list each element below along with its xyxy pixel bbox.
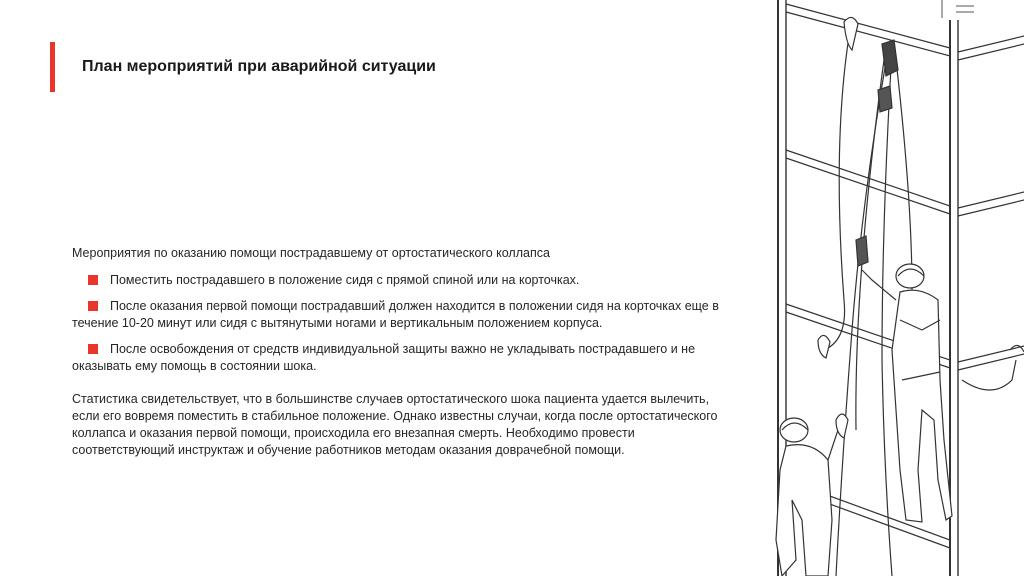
bullet-list	[72, 272, 737, 375]
rope-rescue-illustration	[772, 0, 1024, 576]
intro-text: Мероприятия по оказанию помощи пострадавшему от ортостатического коллапса	[72, 246, 550, 260]
bullet-text: Поместить пострадавшего в положение сидя с прямой спиной или на корточках.	[110, 273, 580, 287]
bullet-square-icon	[88, 344, 98, 354]
title-accent-bar	[50, 42, 55, 92]
bullet-item	[72, 272, 737, 289]
content-block	[72, 245, 737, 459]
bullet-text: После оказания первой помощи пострадавший должен находится в положении сидя на корточках еще в течение 10-20 минут или сидя с вытянутыми ногами и вертикальным положением корпуса.	[72, 299, 719, 330]
statistics-paragraph: Статистика свидетельствует, что в большинстве случаев ортостатического шока пациента удается вылечить, если его вовремя поместить в стабильное положение. Однако известны случаи, когда после ортостатического коллапса и оказания первой помощи, происходила его внезапная смерть. Необходимо провести соответствующий инструктаж и обучение работников методам оказания доврачебной помощи.	[72, 392, 718, 457]
bullet-square-icon	[88, 301, 98, 311]
bullet-square-icon	[88, 275, 98, 285]
page-title: План мероприятий при аварийной ситуации	[82, 58, 436, 75]
bullet-item	[72, 298, 737, 332]
bullet-item	[72, 341, 737, 375]
bullet-text: После освобождения от средств индивидуальной защиты важно не укладывать пострадавшего и не оказывать ему помощь в состоянии шока.	[72, 342, 696, 373]
